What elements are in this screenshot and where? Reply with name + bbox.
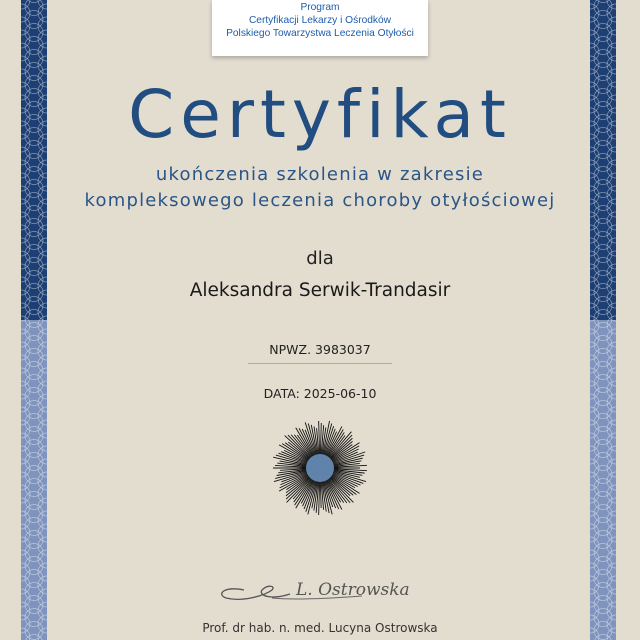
signature-image (212, 568, 412, 608)
certificate-subtitle (0, 162, 640, 214)
recipient-name: Aleksandra Serwik-Trandasir (189, 280, 451, 301)
for-label: dla (306, 248, 334, 269)
certificate-title: Certyfikat (128, 76, 512, 153)
certificate-date: DATA: 2025-06-10 (263, 386, 377, 401)
program-line-2: Certyfikacji Lekarzy i Ośrodków (248, 15, 392, 26)
npwz-number: NPWZ. 3983037 (248, 342, 392, 364)
svg-text:L. Ostrowska: L. Ostrowska (296, 580, 410, 600)
signer-name: Prof. dr hab. n. med. Lucyna Ostrowska (202, 621, 438, 635)
program-label: Program (300, 2, 340, 13)
program-header-box (212, 0, 428, 56)
seal-emblem-icon (270, 418, 370, 518)
program-line-3: Polskiego Towarzystwa Leczenia Otyłości (226, 28, 414, 39)
subtitle-line-1: ukończenia szkolenia w zakresie (155, 164, 485, 185)
subtitle-line-2: kompleksowego leczenia choroby otyłościowej (84, 190, 556, 211)
